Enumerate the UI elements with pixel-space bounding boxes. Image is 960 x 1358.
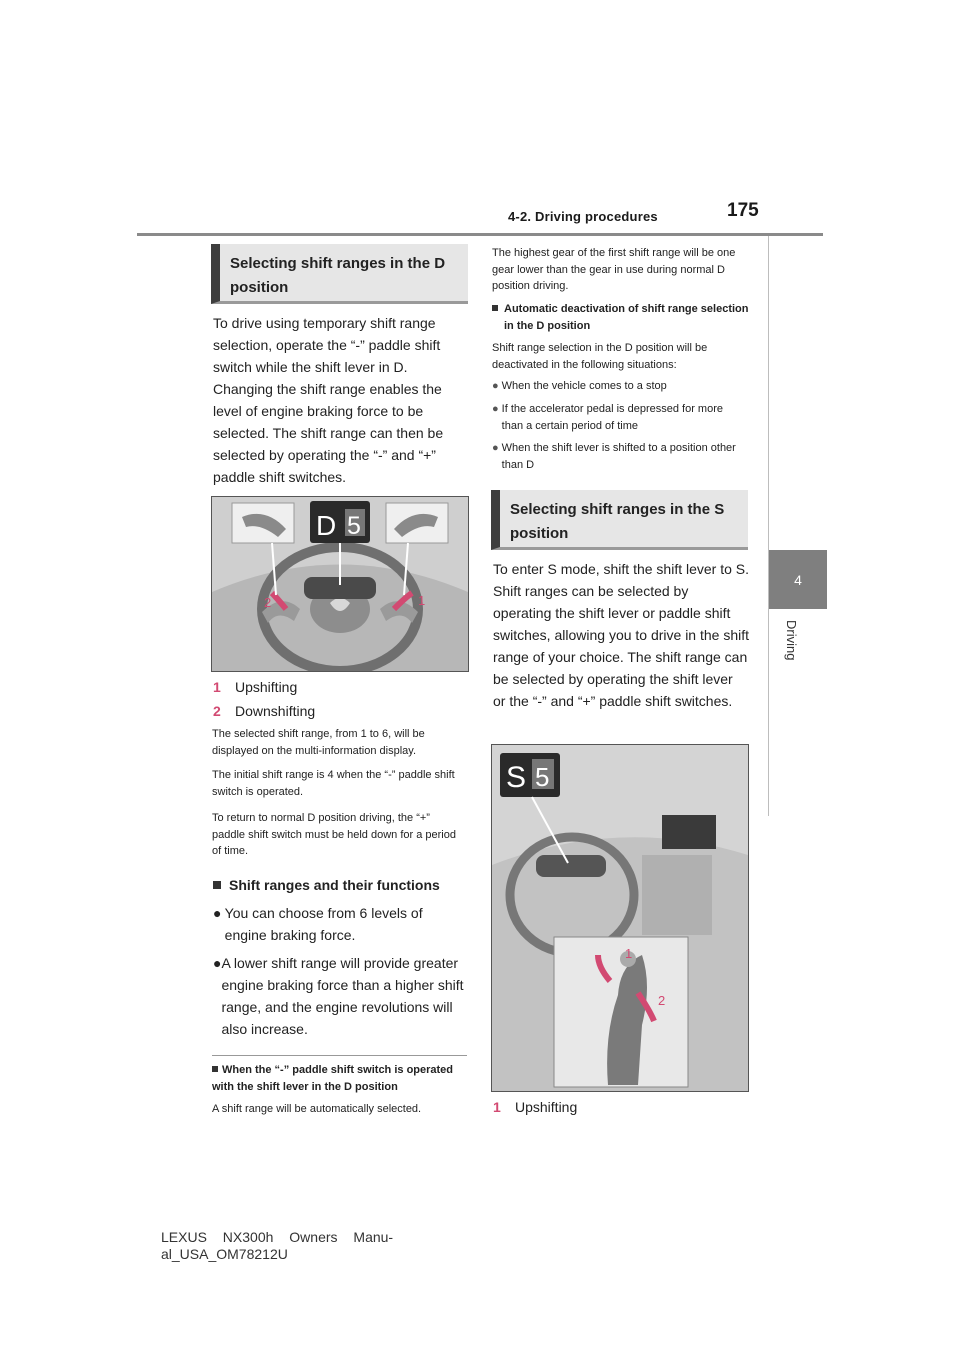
figure-shift-lever <box>491 744 749 1092</box>
fig-b-label-2: 2 <box>658 993 666 1008</box>
display-range-s: 5 <box>535 762 550 792</box>
bullet-1-text: You can choose from 6 levels of engine braking force. <box>224 905 423 943</box>
right-bullet-1 <box>492 378 746 395</box>
bullet-icon: ● <box>213 955 222 971</box>
right-bullet-2 <box>492 401 746 434</box>
callout-2-text: Downshifting <box>235 703 316 719</box>
callout-1-number: 1 <box>213 679 221 695</box>
chapter-tab: 4 <box>769 550 827 609</box>
right-bullet-1-text: When the vehicle comes to a stop <box>501 380 667 392</box>
sub-heading-text: Shift ranges and their functions <box>229 877 440 893</box>
callout-1 <box>213 676 297 698</box>
running-header-section: 4-2. Driving procedures <box>508 209 658 224</box>
right-bullet-3-text: When the shift lever is shifted to a position other than D <box>501 442 736 471</box>
right-callout-1-text: Upshifting <box>515 1099 578 1115</box>
square-bullet-icon <box>212 1066 218 1072</box>
figure-paddle-shift <box>211 496 469 672</box>
right-bullet-3 <box>492 440 746 473</box>
dot-icon: ● <box>492 380 499 392</box>
side-rule <box>768 236 769 816</box>
small-heading-paddle <box>212 1062 468 1095</box>
deactivation-text: Shift range selection in the D position will be deactivated in the following situations: <box>492 342 708 371</box>
divider <box>212 1055 467 1056</box>
display-range-d: 5 <box>347 512 361 540</box>
display-letter-s: S <box>506 761 527 794</box>
right-bullet-2-text: If the accelerator pedal is depressed for more than a certain period of time <box>501 403 723 432</box>
intro-d-position: To drive using temporary shift range selection, operate the “-” paddle shift switch while the shift lever in D. Changing the shift range enables the level of engine braking force to be selected. The shift range can then be selected by operating the “-” and “+” paddle shift switches. <box>213 315 444 485</box>
square-bullet-icon <box>213 881 221 889</box>
dot-icon: ● <box>492 403 499 415</box>
bullet-1 <box>213 902 467 946</box>
bullet-icon: ● <box>213 905 222 921</box>
footer-line-1: LEXUS NX300h Owners Manu- <box>161 1229 394 1245</box>
header-rule <box>137 233 823 236</box>
display-letter-d: D <box>316 510 337 541</box>
chapter-label: Driving <box>784 620 799 661</box>
fig-b-label-1: 1 <box>625 946 633 961</box>
callout-2-number: 2 <box>213 703 221 719</box>
note-2: The initial shift range is 4 when the “-” paddle shift switch is operated. <box>212 769 455 798</box>
fig-label-2: 2 <box>264 595 272 610</box>
section-heading-d-position: Selecting shift ranges in the D position <box>211 244 468 304</box>
section-heading-s-position: Selecting shift ranges in the S position <box>491 490 748 550</box>
shift-lever-illustration <box>492 745 748 1091</box>
small-text-auto: A shift range will be automatically selected. <box>212 1103 422 1115</box>
right-callout-1 <box>493 1096 577 1118</box>
right-callout-1-number: 1 <box>493 1099 501 1115</box>
small-heading-paddle-text: When the “-” paddle shift switch is operated with the shift lever in the D position <box>212 1064 454 1093</box>
sub-heading-shift-ranges <box>213 874 440 896</box>
note-3: To return to normal D position driving, the “+” paddle shift switch must be held down for a period of time. <box>212 812 456 857</box>
callout-1-text: Upshifting <box>235 679 298 695</box>
note-1: The selected shift range, from 1 to 6, will be displayed on the multi-information display. <box>212 728 425 757</box>
square-bullet-icon <box>492 305 498 311</box>
footer-line-2: al_USA_OM78212U <box>161 1246 288 1262</box>
intro-s-position: To enter S mode, shift the shift lever to S. Shift ranges can be selected by operating the shift lever or paddle shift switches, allowing you to drive in the shift range of your choice. The shift range can be selected by operating the shift lever or the “-” and “+” paddle shift switches. <box>493 561 750 709</box>
callout-2 <box>213 700 315 722</box>
bullet-2-text: A lower shift range will provide greater engine braking force than a higher shift range, and the engine revolutions will also increase. <box>221 955 464 1037</box>
small-heading-deactivation-text: Automatic deactivation of shift range selection in the D position <box>504 303 749 332</box>
page-number: 175 <box>727 200 759 221</box>
fig-label-1: 1 <box>418 593 426 608</box>
bullet-2 <box>213 952 467 1040</box>
page-footer <box>161 1229 393 1263</box>
right-top-text: The highest gear of the first shift range will be one gear lower than the gear in use during normal D position driving. <box>492 247 736 292</box>
small-heading-deactivation <box>492 301 758 334</box>
paddle-shift-illustration <box>212 497 468 671</box>
dot-icon: ● <box>492 442 499 454</box>
